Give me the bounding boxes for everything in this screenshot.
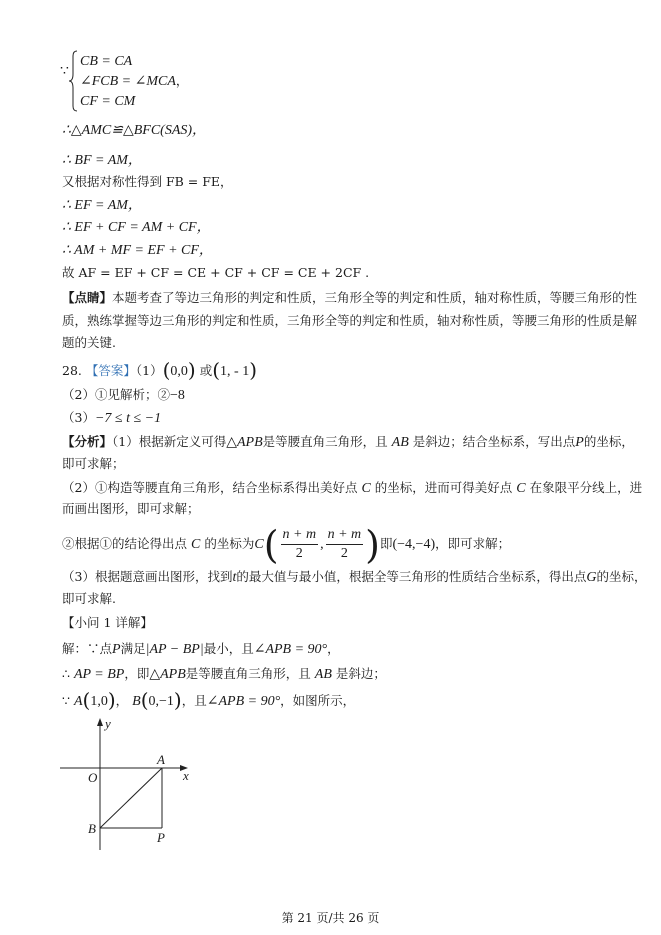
proof-line-3: 又根据对称性得到 FB = FE， (62, 174, 233, 189)
analysis-line-3: （2）①构造等腰直角三角形，结合坐标系得出美好点 C 的坐标，进而可得美好点 C 在象限平分线上，进 (62, 480, 643, 496)
proof-line-1: ∴△AMC≌△BFC(SAS)， (62, 123, 207, 138)
comment-line-1: 【点睛】本题考查了等边三角形的判定和性质，三角形全等的判定和性质，轴对称性质，等腰三角形的性 (62, 290, 638, 305)
analysis-line-6: （3）根据题意画出图形，找到t的最大值与最小值，根据全等三角形的性质结合坐标系，得出点G的坐标， (62, 569, 647, 585)
comment-line-2: 质，熟练掌握等边三角形的判定和性质，三角形全等的判定和性质，轴对称性质，等腰三角形的性质是解 (62, 313, 638, 328)
y-axis-arrow (97, 718, 103, 726)
proof-line-2: ∴ BF = AM， (62, 153, 142, 168)
detail-heading: 【小问 1 详解】 (62, 615, 153, 630)
analysis-line-4: 而画出图形，即可求解； (62, 501, 200, 516)
system-eq-2: ∠FCB = ∠MCA， (80, 73, 189, 89)
segment-ab (100, 768, 162, 828)
label-y: y (105, 716, 111, 731)
coordinate-figure (55, 716, 205, 856)
system-eq-1: CB = CA (80, 54, 133, 69)
q28-answer-2: （2）①见解析；②−8 (62, 387, 185, 403)
solution-line-2: ∴ AP = BP，即△APB是等腰直角三角形，且 AB 是斜边； (62, 666, 386, 682)
analysis-line-1: 【分析】（1）根据新定义可得△APB是等腰直角三角形，且 AB 是斜边；结合坐标系，写出点P的坐标， (62, 434, 634, 450)
analysis-line-7: 即可求解. (62, 591, 116, 606)
solution-line-1: 解：∵点P满足|AP − BP|最小，且∠APB = 90°， (62, 641, 340, 657)
system-eq-3: CF = CM (80, 94, 136, 109)
label-a: A (157, 752, 165, 767)
label-p: P (157, 830, 165, 845)
label-x: x (183, 768, 189, 783)
comment-line-3: 题的关键. (62, 335, 116, 350)
q28-answer-1: 28. 【答案】（1）(0,0) 或(1, - 1) (62, 358, 258, 382)
page-footer: 第 21 页/共 26 页 (281, 911, 380, 925)
proof-line-4: ∴ EF = AM， (62, 198, 142, 213)
proof-line-5: ∴ EF + CF = AM + CF， (62, 220, 211, 235)
solution-line-3: ∵ A(1,0)， B(0,−1)，且∠APB = 90°，如图所示， (62, 688, 356, 712)
analysis-line-2: 即可求解； (62, 456, 125, 471)
label-b: B (88, 821, 96, 836)
label-o: O (88, 770, 98, 785)
proof-line-7: 故 AF = EF + CF = CE + CF + CF = CE + 2CF . (62, 265, 370, 280)
proof-line-6: ∴ AM + MF = EF + CF， (62, 243, 213, 258)
system-brace (69, 50, 77, 110)
because-symbol: ∵ (60, 64, 69, 79)
analysis-line-5: ②根据①的结论得出点 C 的坐标为C( $\frac{n + m}{2}$ , $\frac{n + m}{2}$ )即(−4,−4)，即可求解； (62, 523, 511, 567)
q28-answer-3: （3）−7 ≤ t ≤ −1 (62, 410, 162, 426)
